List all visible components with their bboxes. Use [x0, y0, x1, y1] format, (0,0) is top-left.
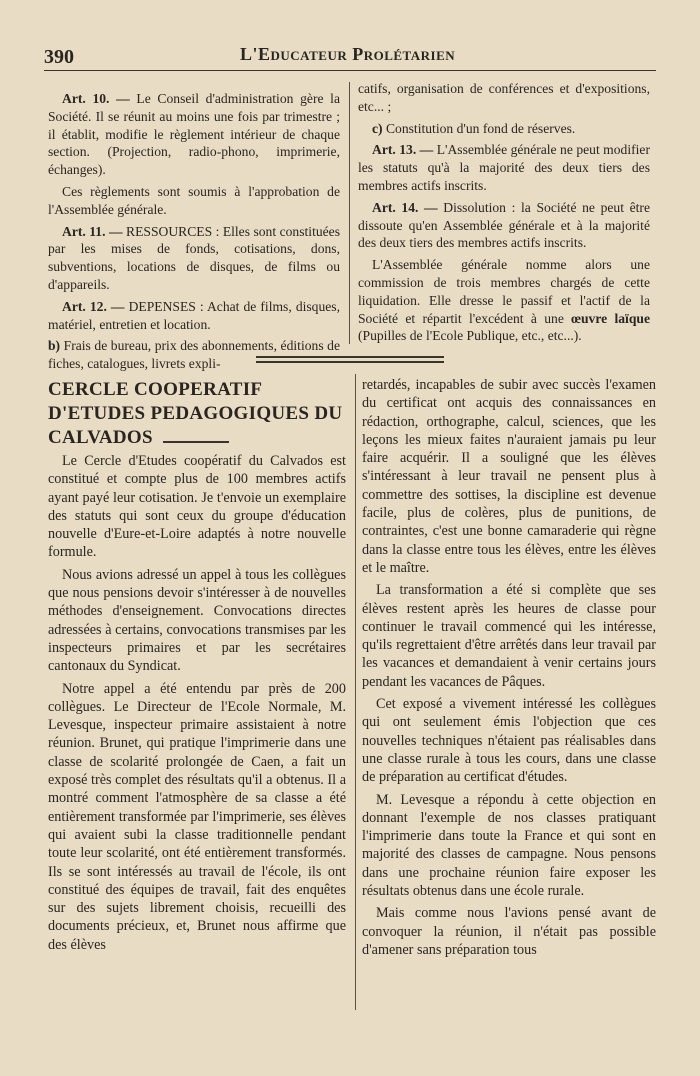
continuation-text: catifs, organisation de conférences et d'expositions, etc... ;	[358, 81, 650, 114]
art-13-label: Art. 13. —	[372, 142, 434, 158]
item-c	[358, 120, 650, 138]
article-column-right	[362, 376, 656, 963]
article-13	[358, 141, 650, 194]
article-14	[358, 199, 650, 252]
column-divider-bottom	[355, 374, 356, 1010]
article-paragraph: M. Levesque a répondu à cette objection en donnant l'exemple de nos classes pratiquant l'imprimerie dans toute la France et qui sont en majorité des classes de campagne. Nous pensons dans une prochaine réunion faire exposer les résultats obtenus dans une école rurale.	[362, 791, 656, 900]
section-separator-rule	[256, 356, 444, 358]
art-12-label: Art. 12. —	[62, 298, 125, 314]
assemblee-text-bold: œuvre laïque	[571, 310, 650, 326]
article-paragraph: retardés, incapables de subir avec succès l'examen du certificat ont acquis des connaissances en rédaction, orthographe, calcul, sciences, que les leçons les mieux faites n'auraient jamais pu leur faire acquérir. Il a souligné que les élèves s'intéressant à leur travail ne pensent plus à commettre des sottises, la discipline est devenue facile, plus de colères, plus de punitions, de contraintes, c'est une bonne camaraderie qui règne dans la classe entre tous les élèves, entre les élèves et le maître.	[362, 377, 656, 576]
running-title: L'Educateur Prolétarien	[240, 44, 456, 64]
statutes-column-right	[358, 80, 650, 349]
art-10-label: Art. 10. —	[62, 91, 130, 106]
article-paragraph: Nous avions adressé un appel à tous les collègues que nous pensions devoir s'intéresser à de nouvelles méthodes d'enseignement. Convocations directes adressées à certains, convocations transmises par les inspecteurs primaires et par les secrétaires cantonaux du Syndicat.	[48, 566, 346, 675]
art-14-text: Dissolution : la Société ne peut être dissoute qu'en Assemblée générale et à la majorité des deux tiers des membres actifs inscrits.	[358, 199, 650, 251]
paragraph-assemblee	[358, 256, 650, 345]
art-11-text: RESSOURCES : Elles sont constituées par les mises de fonds, cotisations, dons, subventions, locations de disques, de films ou d'appareils.	[48, 223, 340, 292]
page-number: 390	[44, 46, 74, 68]
article-paragraph: Mais comme nous l'avions pensé avant de convoquer la réunion, il n'était pas possible d'amener sans préparation tous	[362, 905, 656, 958]
assemblee-text-b: (Pupilles de l'Ecole Publique, etc., etc...).	[358, 328, 582, 344]
article-column-left	[48, 452, 346, 958]
item-b-text: Frais de bureau, prix des abonnements, éditions de fiches, catalogues, livrets expli-	[48, 338, 340, 372]
article-paragraph: Le Cercle d'Etudes coopératif du Calvados est constitué et compte plus de 100 membres actifs ayant payé leur cotisation. Je t'envoie un exemplaire des statuts qui sont ceux du groupe d'éducation nouvelle d'Eure-et-Loire adaptés à notre nouvelle formule.	[48, 453, 346, 561]
article-paragraph: Notre appel a été entendu par près de 200 collègues. Le Directeur de l'Ecole Normale, M. Levesque, inspecteur primaire assistaient à notre réunion. Brunet, qui pratique l'imprimerie dans une classe de scolarité prolongée de Caen, a fait un exposé très complet des résultats qu'il a obtenus. Il a montré comment l'atmosphère de sa classe a été entièrement transformée par l'imprimerie, ses élèves qui avaient subi la classe traditionnelle pendant toute leur scolarité, ont été entièrement transformés. Ils se sont intéressés au travail de l'école, ils ont constitué des équipes de travail, fait des enquêtes sur des sujets librement choisis, recueilli des documents précieux, et, Brunet nous affirme que des élèves	[48, 680, 346, 953]
art-11-label: Art. 11. —	[62, 223, 123, 239]
title-underline-rule	[163, 441, 229, 443]
item-b-label: b)	[48, 338, 61, 354]
art-14-label: Art. 14. —	[372, 199, 438, 215]
art-12-text: DEPENSES : Achat de films, disques, matériel, entretien et location.	[48, 298, 340, 332]
article-12	[48, 298, 340, 334]
article-title: CERCLE COOPERATIF D'ETUDES PEDAGOGIQUES DU CALVADOS	[48, 379, 343, 448]
article-paragraph: Cet exposé a vivement intéressé les collègues qui ont seulement émis l'objection que ces nouvelles techniques n'étaient pas réalisables dans une classe rurale à tous les cours, dans une classe de préparation au certificat d'études.	[362, 696, 656, 786]
item-c-label: c)	[372, 120, 383, 136]
article-10	[48, 90, 340, 179]
page-header	[44, 40, 656, 71]
column-divider-top	[349, 82, 350, 344]
paragraph-reglements: Ces règlements sont soumis à l'approbation de l'Assemblée générale.	[48, 183, 340, 217]
art-13-text: L'Assemblée générale ne peut modifier les statuts qu'à la majorité des deux tiers des membres actifs inscrits.	[358, 142, 650, 193]
article-paragraph: La transformation a été si complète que ses élèves restent après les heures de classe pour continuer le travail commencé qui les intéresse, qu'ils regrettaient d'être arrêtés dans leur travail par les vacances et demandaient à venir certains jours pendant les vacances de Pâques.	[362, 582, 656, 690]
assemblee-text-a: L'Assemblée générale nomme alors une commission de trois membres chargés de cette liquidation. Elle dresse le passif et l'actif de la Société et répartit l'excédent à une	[358, 257, 650, 326]
item-c-text: Constitution d'un fond de réserves.	[382, 120, 576, 136]
art-10-text: Le Conseil d'administration gère la Société. Il se réunit au moins une fois par trimestre ; il établit, modifie le règlement intérieur de chaque section. (Projection, radio-phono, imprimerie, échanges).	[48, 91, 340, 178]
section-separator-rule-second	[256, 361, 444, 363]
statutes-column-left	[48, 90, 340, 377]
article-11	[48, 223, 340, 294]
